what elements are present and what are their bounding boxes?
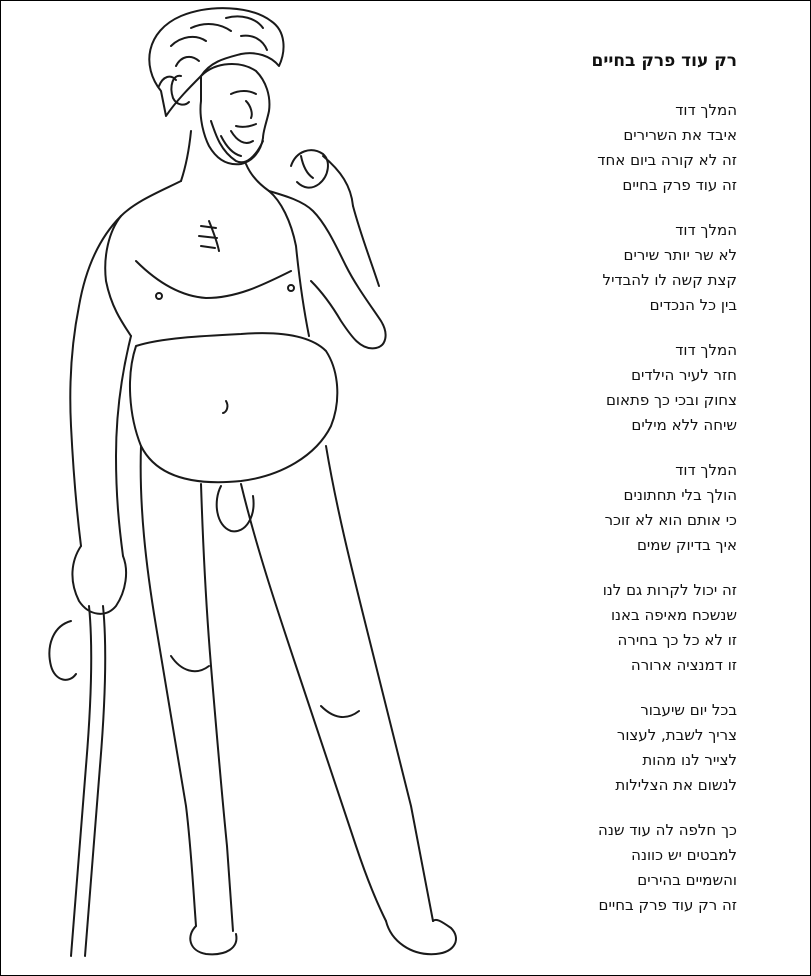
poem-line: צחוק ובכי כך פתאום — [605, 391, 737, 409]
stanza — [407, 98, 737, 198]
poem-title: רק עוד פרק בחיים — [591, 51, 737, 71]
stanza — [407, 578, 737, 678]
poem-line: איך בדיוק שמים — [636, 536, 737, 554]
poem-line: שיחה ללא מילים — [631, 416, 737, 434]
poem-line: קצת קשה לו להבדיל — [602, 271, 737, 289]
poem-line: המלך דוד — [675, 221, 737, 239]
poem-line: המלך דוד — [675, 101, 737, 119]
left-foot — [190, 926, 236, 954]
poem-line: הולך בלי תחתונים — [623, 486, 737, 504]
cane — [49, 606, 105, 956]
poem-line: חזר לעיר הילדים — [631, 366, 737, 384]
poem-line: למבטים יש כוונה — [631, 846, 737, 864]
poem-line: לצייר לנו מהות — [642, 751, 737, 769]
poem-line: צריך לשבת, לעצור — [616, 726, 737, 744]
poem-line: זה לא קורה ביום אחד — [597, 151, 737, 169]
poem-line: שנשכח מאיפה באנו — [610, 606, 737, 624]
poem-line: איבד את השרירים — [623, 126, 737, 144]
poem-line: כי אותם הוא לא זוכר — [604, 511, 737, 529]
poem-line: בין כל הנכדים — [649, 296, 737, 314]
poem-line: זו לא כל כך בחירה — [617, 631, 737, 649]
right-leg — [241, 446, 433, 921]
stanza — [407, 338, 737, 438]
poem-line: המלך דוד — [675, 341, 737, 359]
poem-line: בכל יום שיעבור — [640, 701, 737, 719]
stanza — [407, 218, 737, 318]
stanza — [407, 818, 737, 918]
raised-hand — [291, 150, 353, 206]
poem-line: כך חלפה לה עוד שנה — [598, 821, 737, 839]
stanza — [407, 698, 737, 798]
left-arm — [70, 216, 131, 556]
poem-line: זה יכול לקרות גם לנו — [602, 581, 737, 599]
poem-line: זה רק עוד פרק בחיים — [598, 896, 737, 914]
poem-line: זו דמנציה ארורה — [630, 656, 737, 674]
belly — [130, 333, 337, 482]
left-hand — [72, 546, 126, 614]
poem-line: זה עוד פרק בחיים — [622, 176, 737, 194]
poem-line: לא שר יותר שירים — [623, 246, 737, 264]
poem-line: לנשום את הצלילות — [615, 776, 737, 794]
poem-line: והשמיים בהירים — [637, 871, 737, 889]
torso — [105, 181, 309, 336]
poem — [407, 48, 737, 938]
stanza — [407, 458, 737, 558]
poem-line: המלך דוד — [675, 461, 737, 479]
